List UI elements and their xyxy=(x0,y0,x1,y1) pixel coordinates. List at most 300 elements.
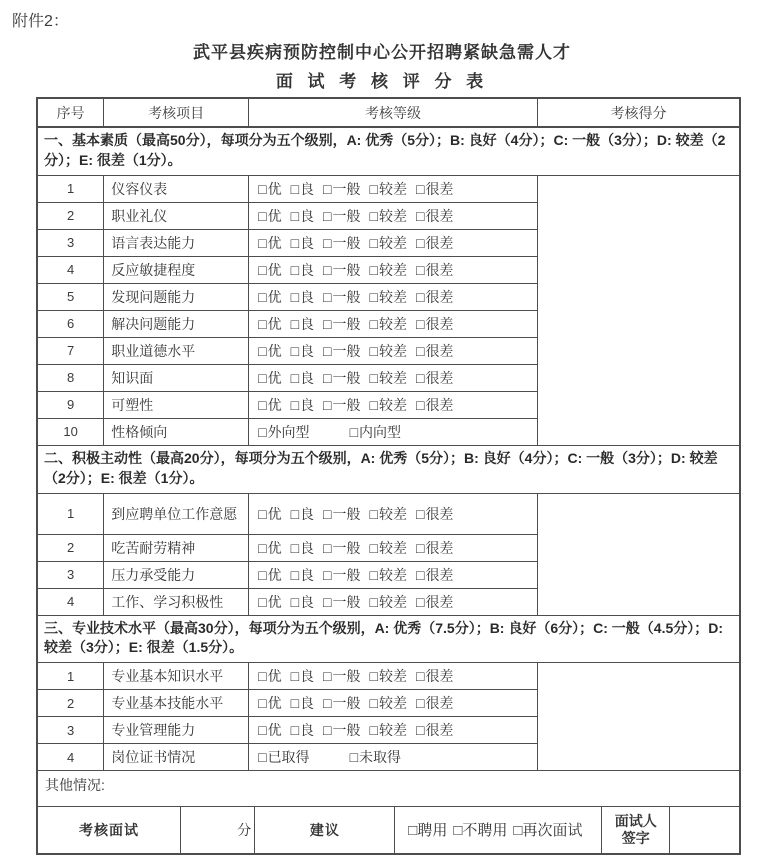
checkbox-label: 较差 xyxy=(378,234,407,251)
checkbox-icon: □ xyxy=(323,505,332,522)
checkbox-icon: □ xyxy=(258,369,267,386)
checkbox-label: 较差 xyxy=(378,315,407,332)
checkbox-option[interactable] xyxy=(291,208,314,224)
checkbox-icon: □ xyxy=(323,593,332,610)
checkbox-label: 一般 xyxy=(332,180,361,197)
checkbox-option[interactable] xyxy=(416,722,453,738)
checkbox-option[interactable] xyxy=(291,567,314,583)
checkbox-icon: □ xyxy=(258,749,267,766)
checkbox-icon: □ xyxy=(290,369,300,386)
checkbox-option[interactable] xyxy=(416,235,453,251)
checkbox-label: 优 xyxy=(267,369,282,386)
checkbox-option[interactable] xyxy=(291,343,314,359)
suggestion-options-list xyxy=(401,821,595,841)
grade-options-cell xyxy=(249,588,538,615)
checkbox-option[interactable] xyxy=(258,397,281,413)
checkbox-label: 很差 xyxy=(425,207,454,224)
checkbox-label: 较差 xyxy=(378,342,407,359)
checkbox-label: 不聘用 xyxy=(462,821,508,839)
checkbox-label: 良 xyxy=(300,396,315,413)
checkbox-option[interactable] xyxy=(323,397,360,413)
summary-grid xyxy=(38,807,739,853)
checkbox-option[interactable] xyxy=(370,397,407,413)
checkbox-icon: □ xyxy=(323,369,332,386)
checkbox-label: 较差 xyxy=(378,668,407,685)
checkbox-label: 很差 xyxy=(425,505,454,522)
grade-options-cell xyxy=(249,229,538,256)
checkbox-option[interactable] xyxy=(323,695,360,711)
checkbox-label: 一般 xyxy=(332,668,361,685)
checkbox-icon: □ xyxy=(290,261,300,278)
checkbox-label: 一般 xyxy=(332,315,361,332)
grade-options-cell xyxy=(249,310,538,337)
checkbox-label: 很差 xyxy=(425,234,454,251)
checkbox-label: 一般 xyxy=(332,261,361,278)
checkbox-option[interactable] xyxy=(258,181,281,197)
checkbox-label: 很差 xyxy=(425,593,454,610)
checkbox-option[interactable] xyxy=(258,289,281,305)
checkbox-option[interactable] xyxy=(370,316,407,332)
other-info-row xyxy=(37,771,740,807)
checkbox-option[interactable] xyxy=(323,722,360,738)
checkbox-option[interactable] xyxy=(416,506,453,522)
checkbox-option[interactable] xyxy=(258,343,281,359)
checkbox-option[interactable] xyxy=(291,397,314,413)
checkbox-label: 优 xyxy=(267,539,282,556)
checkbox-icon: □ xyxy=(369,396,378,413)
checkbox-option[interactable] xyxy=(258,424,309,440)
checkbox-icon: □ xyxy=(323,180,332,197)
checkbox-option[interactable] xyxy=(258,722,281,738)
checkbox-label: 良 xyxy=(300,369,315,386)
grade-options-cell xyxy=(249,391,538,418)
checkbox-label: 一般 xyxy=(332,396,361,413)
checkbox-label: 一般 xyxy=(332,566,361,583)
checkbox-icon: □ xyxy=(290,539,300,556)
checkbox-label: 很差 xyxy=(425,369,454,386)
checkbox-option[interactable] xyxy=(323,506,360,522)
checkbox-option[interactable] xyxy=(416,343,453,359)
item-label: 发现问题能力 xyxy=(104,283,249,310)
checkbox-option[interactable] xyxy=(323,540,360,556)
item-label: 性格倾向 xyxy=(104,418,249,445)
checkbox-icon: □ xyxy=(323,207,332,224)
checkbox-option[interactable] xyxy=(416,695,453,711)
row-number: 9 xyxy=(37,391,104,418)
checkbox-option[interactable] xyxy=(323,668,360,684)
row-number: 3 xyxy=(37,229,104,256)
score-cell[interactable] xyxy=(538,663,740,771)
checkbox-icon: □ xyxy=(323,668,332,685)
item-label: 知识面 xyxy=(104,364,249,391)
checkbox-option[interactable] xyxy=(291,668,314,684)
checkbox-option[interactable] xyxy=(323,370,360,386)
checkbox-label: 优 xyxy=(267,722,282,739)
checkbox-option[interactable] xyxy=(370,343,407,359)
item-label: 工作、学习积极性 xyxy=(104,588,249,615)
checkbox-option[interactable] xyxy=(370,181,407,197)
table-body xyxy=(37,127,740,771)
checkbox-label: 一般 xyxy=(332,369,361,386)
checkbox-label: 很差 xyxy=(425,668,454,685)
checkbox-option[interactable] xyxy=(416,370,453,386)
checkbox-option[interactable] xyxy=(323,181,360,197)
checkbox-label: 一般 xyxy=(332,593,361,610)
grade-options-cell xyxy=(249,364,538,391)
item-label: 语言表达能力 xyxy=(104,229,249,256)
col-header-item: 考核项目 xyxy=(104,98,249,127)
checkbox-option[interactable] xyxy=(291,540,314,556)
checkbox-icon: □ xyxy=(369,695,378,712)
checkbox-icon: □ xyxy=(258,315,267,332)
checkbox-label: 优 xyxy=(267,505,282,522)
checkbox-option[interactable] xyxy=(291,262,314,278)
signature-space[interactable] xyxy=(670,807,739,853)
checkbox-option[interactable] xyxy=(258,506,281,522)
checkbox-label: 良 xyxy=(300,315,315,332)
checkbox-option[interactable] xyxy=(291,722,314,738)
checkbox-label: 优 xyxy=(267,180,282,197)
checkbox-option[interactable] xyxy=(370,668,407,684)
checkbox-label: 优 xyxy=(267,315,282,332)
checkbox-icon: □ xyxy=(290,593,300,610)
checkbox-label: 良 xyxy=(300,234,315,251)
grade-options-cell xyxy=(249,202,538,229)
score-unit-label: 分 xyxy=(237,822,252,839)
checkbox-option[interactable] xyxy=(258,594,281,610)
item-label: 可塑性 xyxy=(104,391,249,418)
checkbox-option[interactable] xyxy=(291,289,314,305)
checkbox-option[interactable] xyxy=(291,370,314,386)
checkbox-icon: □ xyxy=(323,315,332,332)
checkbox-icon: □ xyxy=(415,288,425,305)
row-number: 1 xyxy=(37,493,104,534)
row-number: 4 xyxy=(37,256,104,283)
checkbox-icon: □ xyxy=(513,821,523,839)
checkbox-icon: □ xyxy=(415,539,425,556)
checkbox-label: 优 xyxy=(267,261,282,278)
grade-options-cell xyxy=(249,337,538,364)
checkbox-icon: □ xyxy=(369,342,378,359)
checkbox-option[interactable] xyxy=(258,316,281,332)
grade-options-cell xyxy=(249,561,538,588)
section-heading: 一、基本素质（最高50分），每项分为五个级别，A: 优秀（5分）；B: 良好（4分）；C: 一般（3分）；D: 较差（2分）；E: 很差（1分）。 xyxy=(37,127,740,175)
checkbox-label: 优 xyxy=(267,396,282,413)
checkbox-option[interactable] xyxy=(370,540,407,556)
section-heading: 二、积极主动性（最高20分），每项分为五个级别，A: 优秀（5分）；B: 良好（4分）；C: 一般（3分）；D: 较差（2分）；E: 很差（1分）。 xyxy=(37,445,740,493)
row-number: 2 xyxy=(37,534,104,561)
checkbox-icon: □ xyxy=(258,722,267,739)
assess-interview-label: 考核面试 xyxy=(38,807,181,853)
checkbox-icon: □ xyxy=(415,261,425,278)
checkbox-option[interactable] xyxy=(291,695,314,711)
checkbox-icon: □ xyxy=(415,234,425,251)
row-number: 7 xyxy=(37,337,104,364)
checkbox-icon: □ xyxy=(415,593,425,610)
checkbox-label: 优 xyxy=(267,668,282,685)
item-label: 吃苦耐劳精神 xyxy=(104,534,249,561)
item-label: 职业礼仪 xyxy=(104,202,249,229)
checkbox-icon: □ xyxy=(258,180,267,197)
checkbox-icon: □ xyxy=(415,695,425,712)
grade-options-cell xyxy=(249,418,538,445)
checkbox-option[interactable] xyxy=(323,343,360,359)
checkbox-label: 较差 xyxy=(378,722,407,739)
checkbox-option[interactable] xyxy=(291,235,314,251)
checkbox-icon: □ xyxy=(415,396,425,413)
item-label: 专业基本知识水平 xyxy=(104,663,249,690)
row-number: 6 xyxy=(37,310,104,337)
checkbox-icon: □ xyxy=(258,234,267,251)
checkbox-icon: □ xyxy=(290,396,300,413)
summary-cell-wrap xyxy=(37,807,740,855)
suggestion-label: 建议 xyxy=(255,807,395,853)
checkbox-option[interactable] xyxy=(323,316,360,332)
checkbox-label: 优 xyxy=(267,207,282,224)
checkbox-icon: □ xyxy=(258,342,267,359)
checkbox-label: 一般 xyxy=(332,539,361,556)
checkbox-option[interactable] xyxy=(416,289,453,305)
checkbox-option[interactable] xyxy=(291,506,314,522)
checkbox-option[interactable] xyxy=(416,262,453,278)
checkbox-label: 良 xyxy=(300,261,315,278)
section-heading-row xyxy=(37,445,740,493)
checkbox-option[interactable] xyxy=(323,208,360,224)
checkbox-icon: □ xyxy=(349,749,359,766)
document-subtitle: 面 试 考 核 评 分 表 xyxy=(275,72,489,91)
checkbox-icon: □ xyxy=(415,722,425,739)
grade-options-cell xyxy=(249,283,538,310)
checkbox-option[interactable] xyxy=(370,567,407,583)
checkbox-label: 很差 xyxy=(425,288,454,305)
col-header-grade: 考核等级 xyxy=(249,98,538,127)
checkbox-icon: □ xyxy=(415,369,425,386)
checkbox-option[interactable] xyxy=(258,370,281,386)
checkbox-label: 很差 xyxy=(425,396,454,413)
item-label: 到应聘单位工作意愿 xyxy=(104,493,249,534)
checkbox-option[interactable] xyxy=(291,594,314,610)
checkbox-label: 再次面试 xyxy=(522,821,583,839)
checkbox-icon: □ xyxy=(290,288,300,305)
checkbox-option[interactable] xyxy=(416,540,453,556)
item-label: 解决问题能力 xyxy=(104,310,249,337)
checkbox-option[interactable] xyxy=(370,208,407,224)
checkbox-icon: □ xyxy=(323,396,332,413)
row-number: 1 xyxy=(37,663,104,690)
checkbox-icon: □ xyxy=(258,396,267,413)
table-row xyxy=(37,175,740,202)
item-label: 反应敏捷程度 xyxy=(104,256,249,283)
checkbox-option[interactable] xyxy=(258,208,281,224)
checkbox-icon: □ xyxy=(415,207,425,224)
interview-score-input-cell[interactable] xyxy=(181,807,255,853)
checkbox-label: 一般 xyxy=(332,207,361,224)
checkbox-icon: □ xyxy=(290,315,300,332)
interview-score-table xyxy=(36,97,741,855)
table-footer-body xyxy=(37,771,740,855)
checkbox-icon: □ xyxy=(369,539,378,556)
checkbox-label: 一般 xyxy=(332,342,361,359)
checkbox-label: 良 xyxy=(300,539,315,556)
checkbox-option[interactable] xyxy=(291,181,314,197)
checkbox-option[interactable] xyxy=(323,235,360,251)
checkbox-label: 外向型 xyxy=(267,423,310,440)
checkbox-option[interactable] xyxy=(258,262,281,278)
interviewer-signature-label: 面试人签字 xyxy=(602,807,670,853)
checkbox-label: 良 xyxy=(300,288,315,305)
table-row xyxy=(37,493,740,534)
checkbox-icon: □ xyxy=(415,180,425,197)
checkbox-option[interactable] xyxy=(370,722,407,738)
checkbox-icon: □ xyxy=(369,722,378,739)
checkbox-option[interactable] xyxy=(370,262,407,278)
score-cell[interactable] xyxy=(538,175,740,445)
checkbox-icon: □ xyxy=(369,207,378,224)
checkbox-icon: □ xyxy=(290,234,300,251)
checkbox-label: 很差 xyxy=(425,342,454,359)
checkbox-option[interactable] xyxy=(291,316,314,332)
grade-options-cell xyxy=(249,744,538,771)
checkbox-icon: □ xyxy=(349,423,359,440)
checkbox-label: 很差 xyxy=(425,261,454,278)
checkbox-icon: □ xyxy=(323,695,332,712)
row-number: 5 xyxy=(37,283,104,310)
grade-options-cell xyxy=(249,493,538,534)
checkbox-option[interactable] xyxy=(323,567,360,583)
checkbox-icon: □ xyxy=(369,369,378,386)
checkbox-label: 一般 xyxy=(332,695,361,712)
checkbox-label: 优 xyxy=(267,342,282,359)
item-label: 仪容仪表 xyxy=(104,175,249,202)
item-label: 岗位证书情况 xyxy=(104,744,249,771)
checkbox-option[interactable] xyxy=(370,695,407,711)
checkbox-icon: □ xyxy=(323,261,332,278)
checkbox-option[interactable] xyxy=(323,594,360,610)
checkbox-icon: □ xyxy=(369,180,378,197)
section-heading-row xyxy=(37,127,740,175)
checkbox-icon: □ xyxy=(290,207,300,224)
checkbox-option[interactable] xyxy=(258,749,309,765)
grade-options-cell xyxy=(249,690,538,717)
checkbox-option[interactable] xyxy=(258,540,281,556)
checkbox-option[interactable] xyxy=(416,316,453,332)
checkbox-label: 优 xyxy=(267,234,282,251)
checkbox-icon: □ xyxy=(323,566,332,583)
document-title: 武平县疾病预防控制中心公开招聘紧缺急需人才 xyxy=(193,43,571,62)
checkbox-icon: □ xyxy=(323,539,332,556)
checkbox-option[interactable] xyxy=(370,289,407,305)
score-cell[interactable] xyxy=(538,493,740,615)
checkbox-icon: □ xyxy=(290,695,300,712)
checkbox-label: 良 xyxy=(300,505,315,522)
checkbox-label: 一般 xyxy=(332,288,361,305)
checkbox-label: 良 xyxy=(300,593,315,610)
checkbox-icon: □ xyxy=(323,342,332,359)
checkbox-icon: □ xyxy=(415,505,425,522)
checkbox-option[interactable] xyxy=(258,567,281,583)
item-label: 专业基本技能水平 xyxy=(104,690,249,717)
checkbox-label: 较差 xyxy=(378,566,407,583)
checkbox-label: 良 xyxy=(300,180,315,197)
summary-row xyxy=(37,807,740,855)
checkbox-label: 一般 xyxy=(332,505,361,522)
checkbox-label: 优 xyxy=(267,695,282,712)
checkbox-icon: □ xyxy=(290,505,300,522)
checkbox-icon: □ xyxy=(290,722,300,739)
row-number: 4 xyxy=(37,744,104,771)
checkbox-icon: □ xyxy=(290,566,300,583)
checkbox-label: 良 xyxy=(300,207,315,224)
checkbox-label: 很差 xyxy=(425,180,454,197)
col-header-score: 考核得分 xyxy=(538,98,740,127)
section-heading-row xyxy=(37,615,740,663)
checkbox-label: 较差 xyxy=(378,396,407,413)
table-row xyxy=(37,663,740,690)
suggestion-options xyxy=(395,807,602,853)
checkbox-option[interactable] xyxy=(258,668,281,684)
checkbox-label: 较差 xyxy=(378,695,407,712)
checkbox-option[interactable] xyxy=(323,262,360,278)
grade-options-cell xyxy=(249,175,538,202)
other-info-cell[interactable]: 其他情况: xyxy=(37,771,740,807)
checkbox-icon: □ xyxy=(453,821,463,839)
checkbox-label: 优 xyxy=(267,593,282,610)
checkbox-icon: □ xyxy=(258,505,267,522)
checkbox-option[interactable] xyxy=(370,506,407,522)
checkbox-label: 良 xyxy=(300,695,315,712)
checkbox-icon: □ xyxy=(369,593,378,610)
checkbox-label: 聘用 xyxy=(417,821,448,839)
row-number: 1 xyxy=(37,175,104,202)
checkbox-label: 较差 xyxy=(378,505,407,522)
checkbox-option[interactable] xyxy=(323,289,360,305)
grade-options-cell xyxy=(249,717,538,744)
checkbox-icon: □ xyxy=(415,566,425,583)
item-label: 压力承受能力 xyxy=(104,561,249,588)
checkbox-option[interactable] xyxy=(370,370,407,386)
checkbox-option[interactable] xyxy=(370,235,407,251)
checkbox-option[interactable] xyxy=(416,397,453,413)
checkbox-icon: □ xyxy=(369,315,378,332)
row-number: 2 xyxy=(37,690,104,717)
checkbox-icon: □ xyxy=(323,234,332,251)
checkbox-option[interactable] xyxy=(258,695,281,711)
checkbox-icon: □ xyxy=(258,593,267,610)
checkbox-option[interactable] xyxy=(370,594,407,610)
checkbox-option[interactable] xyxy=(258,235,281,251)
checkbox-label: 优 xyxy=(267,566,282,583)
checkbox-icon: □ xyxy=(415,315,425,332)
checkbox-option[interactable] xyxy=(350,749,401,765)
checkbox-icon: □ xyxy=(415,342,425,359)
checkbox-option[interactable] xyxy=(416,567,453,583)
checkbox-option[interactable] xyxy=(416,208,453,224)
checkbox-label: 很差 xyxy=(425,722,454,739)
checkbox-icon: □ xyxy=(258,695,267,712)
checkbox-option[interactable] xyxy=(416,668,453,684)
checkbox-icon: □ xyxy=(258,566,267,583)
checkbox-icon: □ xyxy=(290,180,300,197)
checkbox-option[interactable] xyxy=(416,181,453,197)
checkbox-option[interactable] xyxy=(416,594,453,610)
checkbox-icon: □ xyxy=(369,288,378,305)
row-number: 2 xyxy=(37,202,104,229)
checkbox-icon: □ xyxy=(369,505,378,522)
grade-options-cell xyxy=(249,663,538,690)
checkbox-icon: □ xyxy=(258,423,267,440)
checkbox-label: 很差 xyxy=(425,539,454,556)
checkbox-option[interactable] xyxy=(350,424,401,440)
